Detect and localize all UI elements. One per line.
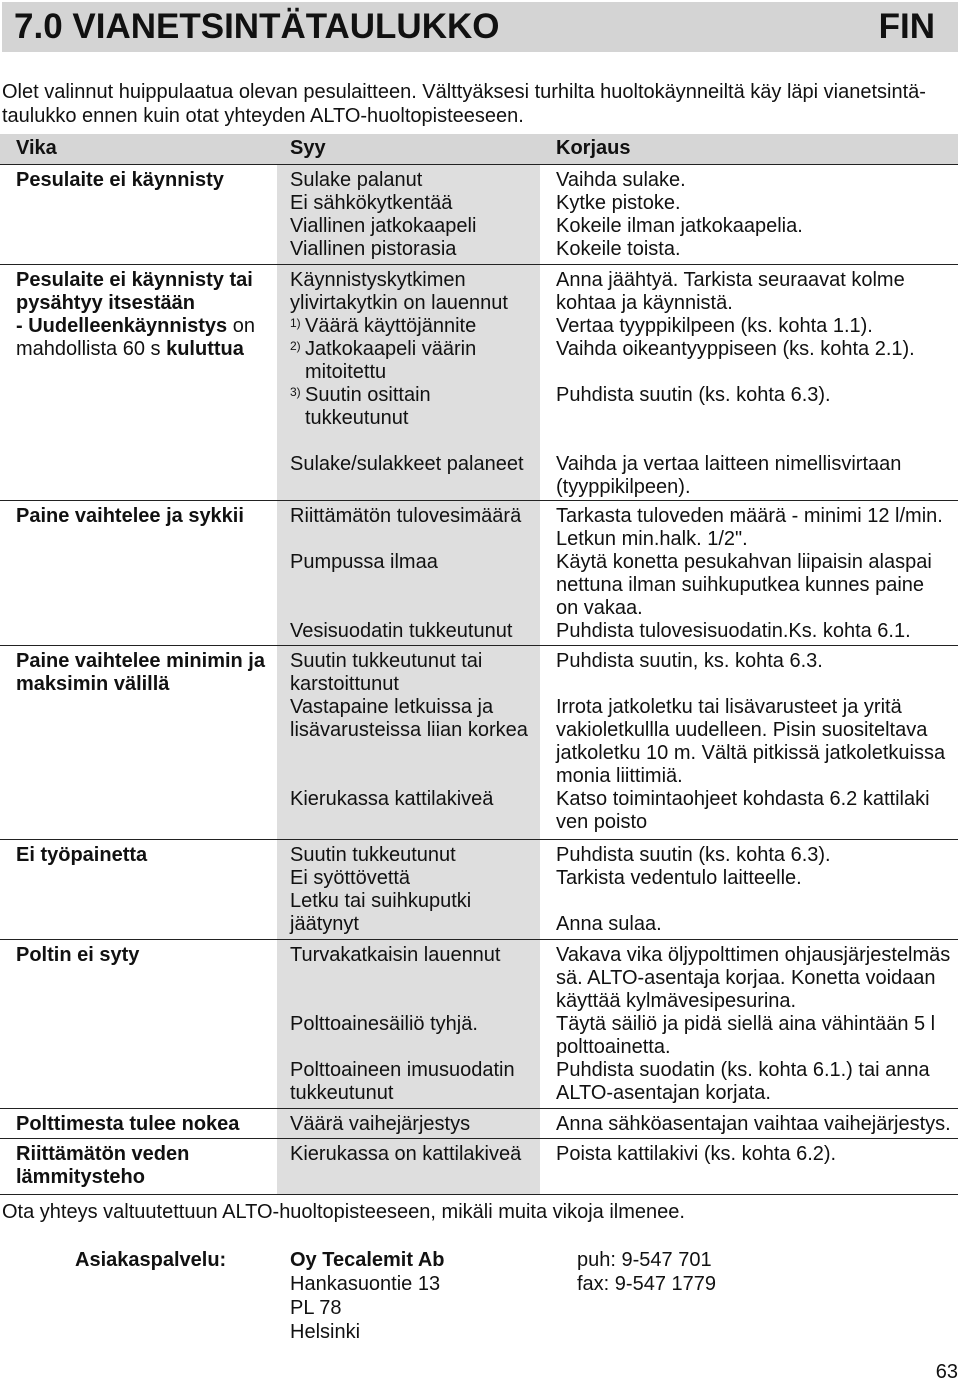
cell-korjaus	[540, 940, 958, 1108]
cell-syy	[277, 501, 540, 645]
remedy-text: Puhdista suutin (ks. kohta 6.3).	[556, 384, 831, 406]
cause-text: Polttoaineen imusuodatin	[290, 1059, 515, 1081]
fault-text-bold: - Uudelleenkäynnistys	[16, 315, 228, 337]
remedy-text: Katso toimintaohjeet kohdasta 6.2 kattilaki	[556, 788, 930, 810]
intro-paragraph	[2, 80, 926, 128]
remedy-text: käyttää kylmävesipesurina.	[556, 990, 797, 1012]
cell-vika	[0, 1139, 277, 1194]
cell-korjaus	[540, 646, 958, 839]
remedy-text: Tarkista vedentulo laitteelle.	[556, 867, 802, 889]
remedy-text: Poista kattilakivi (ks. kohta 6.2).	[556, 1143, 837, 1165]
table-header-row	[0, 134, 958, 165]
cause-text-body: Väärä käyttöjännite	[305, 315, 477, 337]
fax-number: fax: 9-547 1779	[577, 1273, 716, 1295]
cause-text: Pumpussa ilmaa	[290, 551, 438, 573]
remedy-text: (tyyppikilpeen).	[556, 476, 691, 498]
fault-text: Paine vaihtelee ja sykkii	[16, 505, 244, 527]
cell-vika	[0, 840, 277, 939]
remedy-text: Käytä konetta pesukahvan liipaisin alaspai	[556, 551, 932, 573]
address-line: Hankasuontie 13	[290, 1273, 441, 1295]
table-row	[0, 646, 958, 840]
remedy-text: kohtaa ja käynnistä.	[556, 292, 733, 314]
remedy-text: monia liittimiä.	[556, 765, 683, 787]
cause-text: ylivirtakytkin on lauennut	[290, 292, 508, 314]
phone-number: puh: 9-547 701	[577, 1249, 712, 1271]
remedy-text: jatkoletku 10 m. Vältä pitkissä jatkoletkuissa	[556, 742, 946, 764]
cause-text: Viallinen pistorasia	[290, 238, 457, 260]
cause-text: Kierukassa kattilakiveä	[290, 788, 494, 810]
cause-text	[290, 315, 540, 338]
remedy-text: Anna jäähtyä. Tarkista seuraavat kolme	[556, 269, 905, 291]
cell-vika	[0, 646, 277, 839]
cause-text: Suutin tukkeutunut	[290, 844, 456, 866]
address-line: Helsinki	[290, 1321, 361, 1343]
cell-vika	[0, 165, 277, 264]
intro-line: taulukko ennen kuin otat yhteyden ALTO-huoltopisteeseen.	[2, 105, 524, 127]
remedy-text: Puhdista suodatin (ks. kohta 6.1.) tai anna	[556, 1059, 930, 1081]
troubleshooting-table	[0, 134, 958, 1195]
column-header-korjaus: Korjaus	[556, 137, 631, 159]
table-row	[0, 165, 958, 265]
footnote-marker: 2)	[290, 339, 301, 353]
cause-text: Vastapaine letkuissa ja	[290, 696, 494, 718]
cause-text: lisävarusteissa liian korkea	[290, 719, 528, 741]
remedy-text: polttoainetta.	[556, 1036, 671, 1058]
cause-text: Suutin tukkeutunut tai	[290, 650, 483, 672]
address-line: PL 78	[290, 1297, 342, 1319]
table-row	[0, 940, 958, 1109]
cause-text: Vesisuodatin tukkeutunut	[290, 620, 513, 642]
column-header-vika: Vika	[16, 137, 57, 159]
column-header-syy: Syy	[290, 137, 326, 159]
fault-text: Polttimesta tulee nokea	[16, 1113, 240, 1135]
remedy-text: Puhdista suutin, ks. kohta 6.3.	[556, 650, 823, 672]
remedy-text: vakioletkullla uudelleen. Pisin suositeltava	[556, 719, 928, 741]
cell-korjaus	[540, 1109, 958, 1138]
remedy-text: Kokeile toista.	[556, 238, 681, 260]
table-row	[0, 1139, 958, 1195]
fault-text: Paine vaihtelee minimin ja	[16, 650, 265, 672]
fault-text: pysähtyy itsestään	[16, 292, 195, 314]
section-title-bar	[2, 2, 958, 52]
footnote-marker: 3)	[290, 385, 301, 399]
table-row	[0, 840, 958, 940]
fault-text: Pesulaite ei käynnisty tai	[16, 269, 253, 291]
remedy-text: Täytä säiliö ja pidä siellä aina vähintään 5 l	[556, 1013, 936, 1035]
cause-text: Kierukassa on kattilakiveä	[290, 1143, 522, 1165]
cell-syy	[277, 1139, 540, 1194]
remedy-text: on vakaa.	[556, 597, 643, 619]
table-row	[0, 501, 958, 646]
cell-syy	[277, 646, 540, 839]
fault-text: Poltin ei syty	[16, 944, 140, 966]
language-code: FIN	[878, 7, 935, 46]
remedy-text: Anna sähköasentajan vaihtaa vaihejärjestys.	[556, 1113, 951, 1135]
remedy-text: sä. ALTO-asentaja korjaa. Konetta voidaan	[556, 967, 936, 989]
intro-line: Olet valinnut huippulaatua olevan pesulaitteen. Välttyäksesi turhilta huoltokäynneiltä käy läpi vianetsintä-	[2, 81, 926, 103]
fault-text: Ei työpainetta	[16, 844, 148, 866]
cell-korjaus	[540, 501, 958, 645]
page-number: 63	[935, 1361, 958, 1383]
remedy-text: Letkun min.halk. 1/2".	[556, 528, 748, 550]
fault-text-normal: mahdollista 60 s	[16, 338, 161, 360]
cause-text: Väärä vaihejärjestys	[290, 1113, 471, 1135]
cause-text: Polttoainesäiliö tyhjä.	[290, 1013, 478, 1035]
remedy-text: Anna sulaa.	[556, 913, 662, 935]
cell-vika	[0, 940, 277, 1108]
cause-text-body: Suutin osittain	[305, 384, 431, 406]
fault-text: Riittämätön veden	[16, 1143, 190, 1165]
cell-korjaus	[540, 265, 958, 500]
cause-text	[290, 338, 540, 361]
cause-text: Riittämätön tulovesimäärä	[290, 505, 522, 527]
footnote-marker: 1)	[290, 316, 301, 330]
remedy-text: Vaihda sulake.	[556, 169, 686, 191]
table-row	[0, 1109, 958, 1139]
remedy-text: Vertaa tyyppikilpeen (ks. kohta 1.1).	[556, 315, 873, 337]
customer-service-label: Asiakaspalvelu:	[75, 1249, 227, 1271]
remedy-text: ALTO-asentajan korjata.	[556, 1082, 771, 1104]
remedy-text: Puhdista suutin (ks. kohta 6.3).	[556, 844, 831, 866]
cause-text: karstoittunut	[290, 673, 399, 695]
fault-text-normal: on	[232, 315, 255, 337]
cell-syy	[277, 840, 540, 939]
cell-syy	[277, 1109, 540, 1138]
remedy-text: Vaihda ja vertaa laitteen nimellisvirtaan	[556, 453, 902, 475]
cause-text: tukkeutunut	[290, 1082, 394, 1104]
company-name: Oy Tecalemit Ab	[290, 1249, 445, 1271]
cause-text: Turvakatkaisin lauennut	[290, 944, 501, 966]
fault-text	[16, 338, 277, 361]
cell-korjaus	[540, 165, 958, 264]
cause-text: Käynnistyskytkimen	[290, 269, 466, 291]
cause-text: jäätynyt	[290, 913, 359, 935]
cause-text: Sulake palanut	[290, 169, 423, 191]
cause-text: Letku tai suihkuputki	[290, 890, 472, 912]
remedy-text: Vaihda oikeantyyppiseen (ks. kohta 2.1).	[556, 338, 915, 360]
cell-korjaus	[540, 1139, 958, 1194]
fault-text: Pesulaite ei käynnisty	[16, 169, 224, 191]
footer-note: Ota yhteys valtuutettuun ALTO-huoltopisteeseen, mikäli muita vikoja ilmenee.	[2, 1201, 685, 1223]
cause-text: Ei sähkökytkentää	[290, 192, 453, 214]
remedy-text: Irrota jatkoletku tai lisävarusteet ja yritä	[556, 696, 902, 718]
fault-text: lämmitysteho	[16, 1166, 145, 1188]
cell-syy	[277, 165, 540, 264]
cause-text	[290, 384, 540, 407]
cell-vika	[0, 501, 277, 645]
remedy-text: Vakava vika öljypolttimen ohjausjärjestelmäs	[556, 944, 951, 966]
cell-syy	[277, 940, 540, 1108]
contact-numbers	[577, 1248, 716, 1296]
cause-text-body: Jatkokaapeli väärin	[305, 338, 477, 360]
cause-text: tukkeutunut	[305, 407, 409, 429]
remedy-text: Puhdista tulovesisuodatin.Ks. kohta 6.1.	[556, 620, 911, 642]
cell-syy	[277, 265, 540, 500]
remedy-text: Kokeile ilman jatkokaapelia.	[556, 215, 803, 237]
cell-korjaus	[540, 840, 958, 939]
contact-address	[290, 1248, 445, 1344]
remedy-text: Kytke pistoke.	[556, 192, 681, 214]
remedy-text: ven poisto	[556, 811, 648, 833]
cause-text: mitoitettu	[305, 361, 387, 383]
cause-text: Ei syöttövettä	[290, 867, 411, 889]
remedy-text: Tarkasta tuloveden määrä - minimi 12 l/min.	[556, 505, 943, 527]
cell-vika	[0, 265, 277, 500]
cell-vika	[0, 1109, 277, 1138]
remedy-text: nettuna ilman suihkuputkea kunnes paine	[556, 574, 925, 596]
table-row	[0, 265, 958, 501]
cause-text: Viallinen jatkokaapeli	[290, 215, 477, 237]
cause-text: Sulake/sulakkeet palaneet	[290, 453, 524, 475]
fault-text-bold: kuluttua	[166, 338, 244, 360]
section-title: 7.0 VIANETSINTÄTAULUKKO	[14, 7, 500, 46]
fault-text	[16, 315, 277, 338]
fault-text: maksimin välillä	[16, 673, 170, 695]
